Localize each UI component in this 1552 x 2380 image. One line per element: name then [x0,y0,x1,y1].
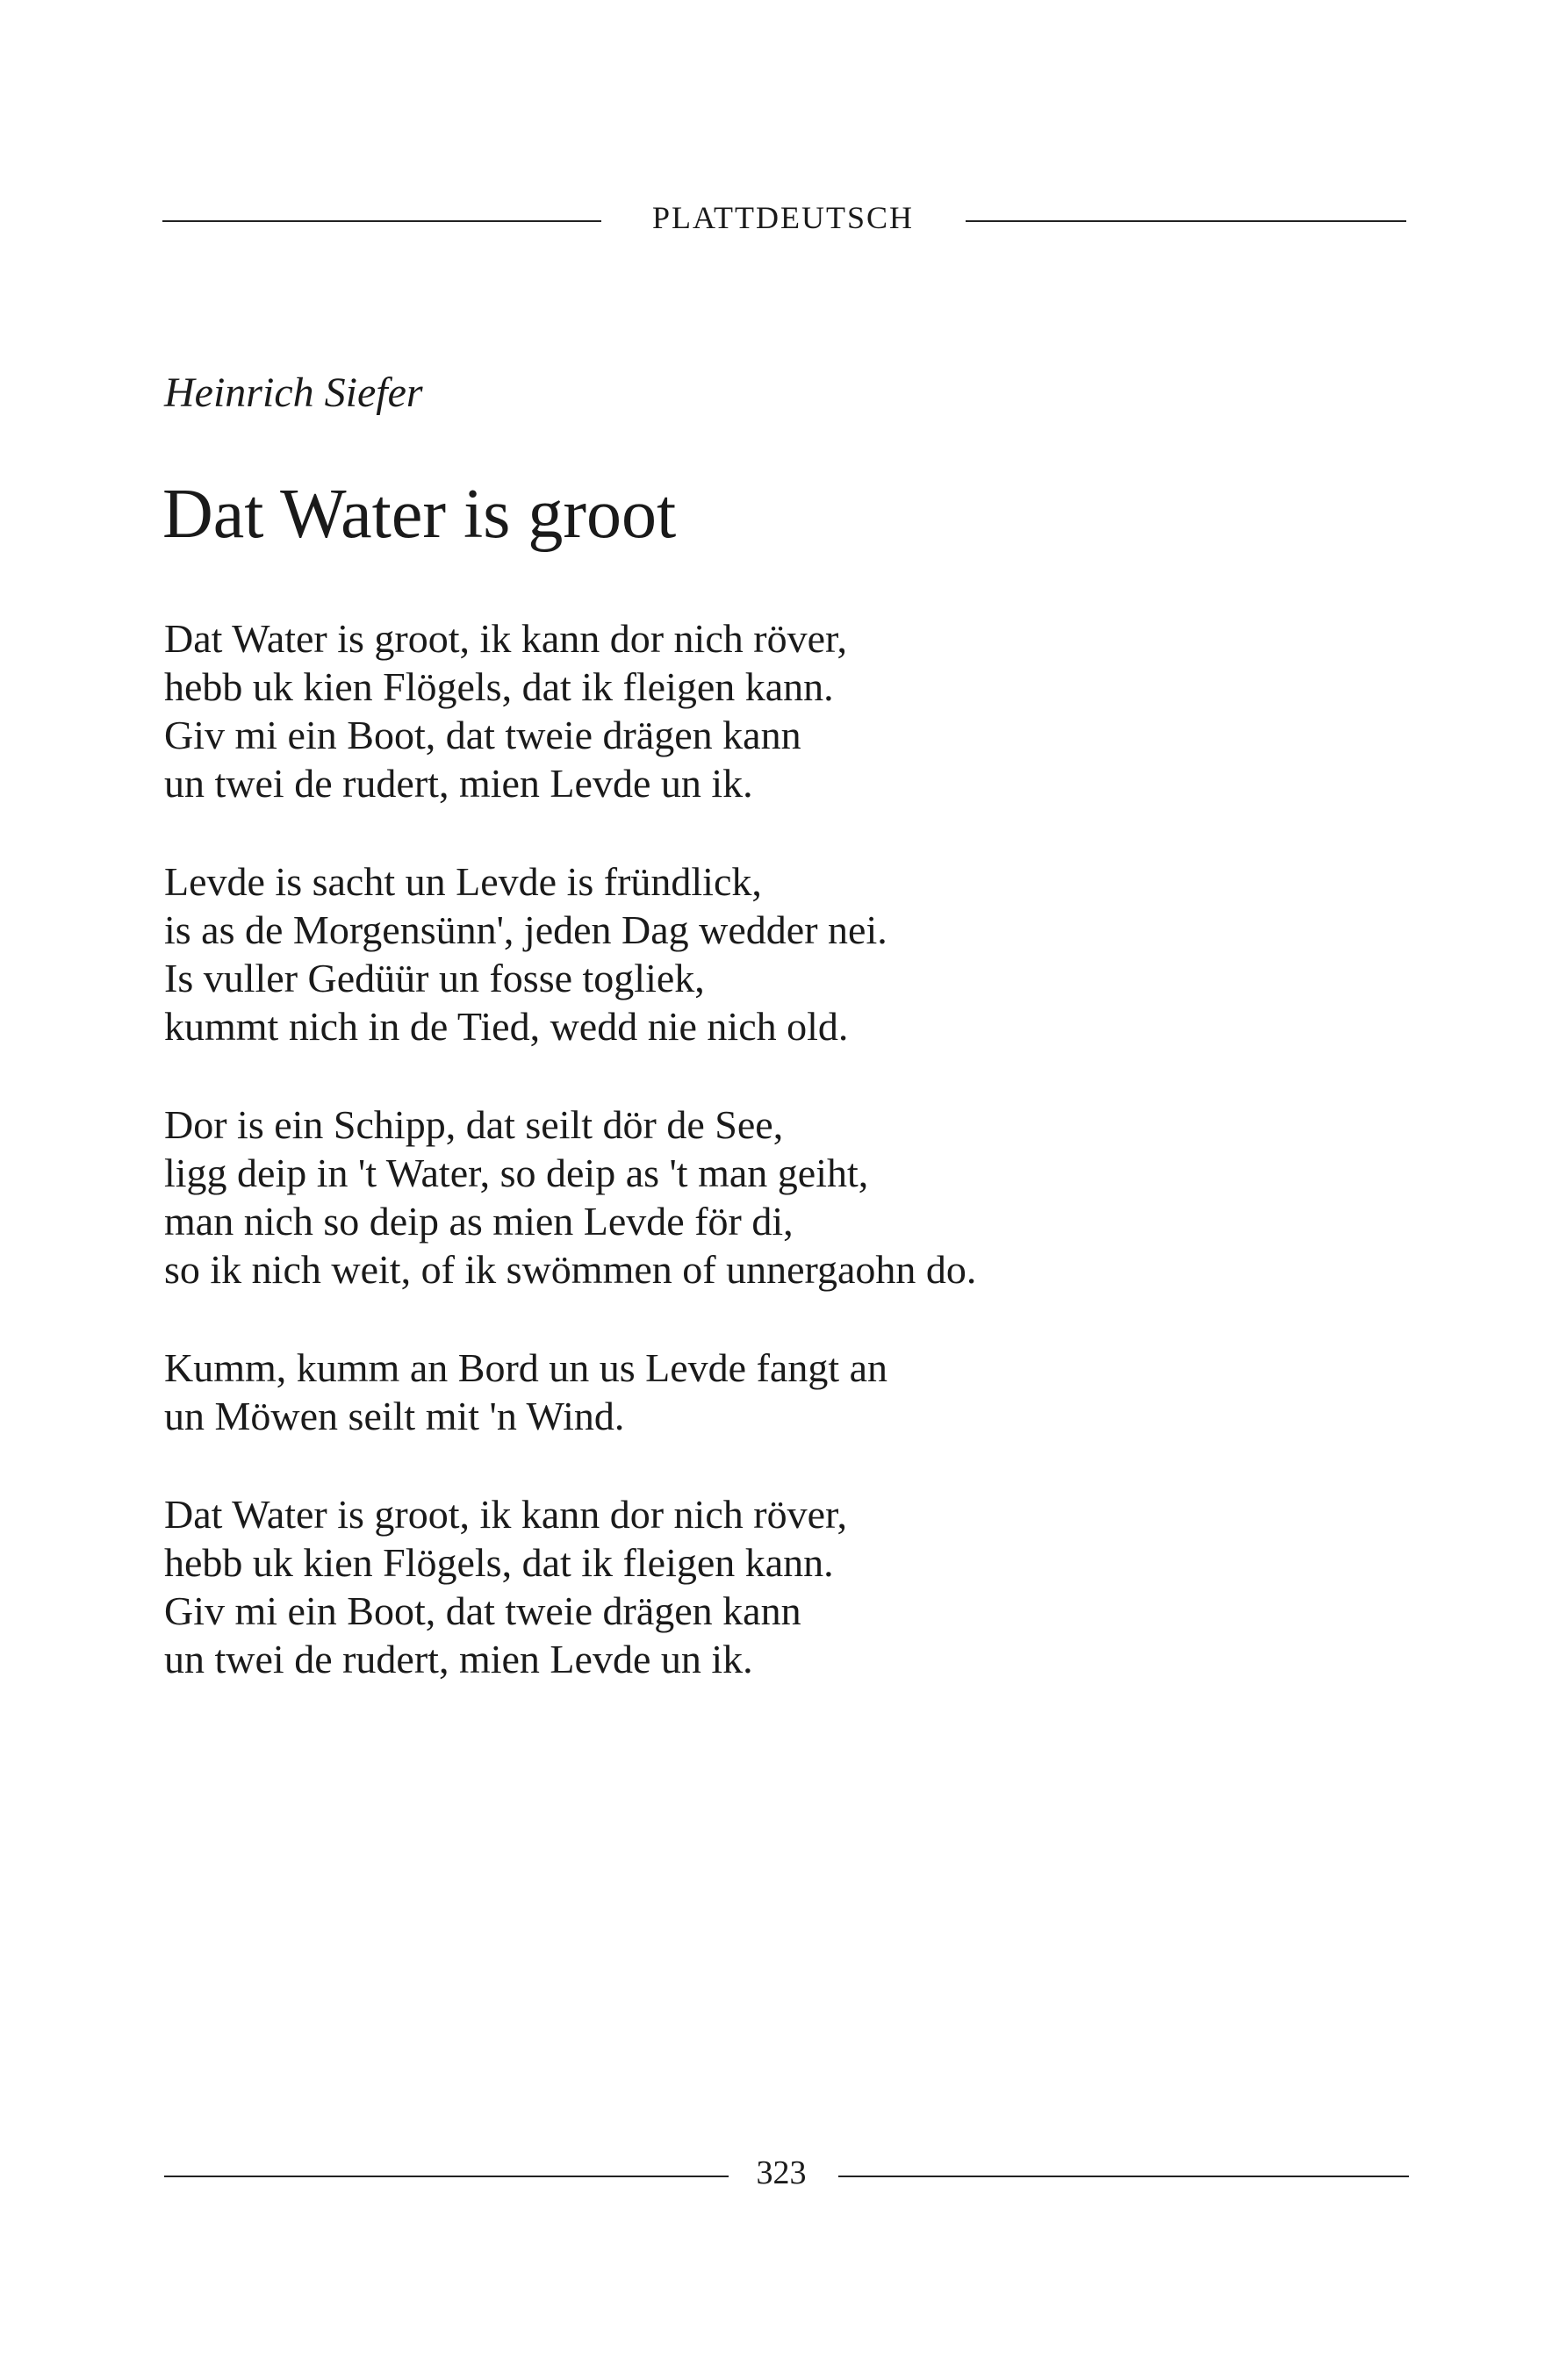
stanza [164,1490,1437,1683]
poem-author: Heinrich Siefer [164,369,423,416]
poem-line: un Möwen seilt mit 'n Wind. [164,1394,625,1438]
poem-line: Levde is sacht un Levde is fründlick, [164,859,762,904]
poem-line: hebb uk kien Flögels, dat ik fleigen kann. [164,664,834,709]
stanza [164,1100,1437,1294]
running-header: PLATTDEUTSCH [651,200,914,235]
poem-line: Dor is ein Schipp, dat seilt dör de See, [164,1102,784,1147]
poem-line: is as de Morgensünn', jeden Dag wedder nei. [164,907,887,952]
poem-line: Giv mi ein Boot, dat tweie drägen kann [164,1588,801,1633]
poem-line: Is vuller Gedüür un fosse togliek, [164,956,705,1000]
stanza [164,614,1437,807]
poem-line: ligg deip in 't Water, so deip as 't man geiht, [164,1151,869,1195]
poem-line: Dat Water is groot, ik kann dor nich röver, [164,1492,847,1537]
page-number: 323 [756,2154,807,2191]
poem-line: Giv mi ein Boot, dat tweie drägen kann [164,713,801,757]
header-rule-right [966,220,1406,222]
poem-line: so ik nich weit, of ik swömmen of unnergaohn do. [164,1247,977,1292]
header-rule-left [162,220,601,222]
poem-line: un twei de rudert, mien Levde un ik. [164,761,753,806]
poem-line: Dat Water is groot, ik kann dor nich röver, [164,616,847,661]
poem-title: Dat Water is groot [162,476,677,553]
poem-line: un twei de rudert, mien Levde un ik. [164,1637,753,1681]
footer-rule-right [838,2176,1409,2177]
poem-line: Kumm, kumm an Bord un us Levde fangt an [164,1345,888,1390]
stanza [164,857,1437,1050]
stanza [164,1344,1437,1440]
poem-line: kummt nich in de Tied, wedd nie nich old. [164,1004,849,1049]
footer-rule-left [164,2176,729,2177]
poem-line: man nich so deip as mien Levde för di, [164,1199,794,1244]
poem-body [164,614,1437,1733]
poem-line: hebb uk kien Flögels, dat ik fleigen kann. [164,1540,834,1585]
